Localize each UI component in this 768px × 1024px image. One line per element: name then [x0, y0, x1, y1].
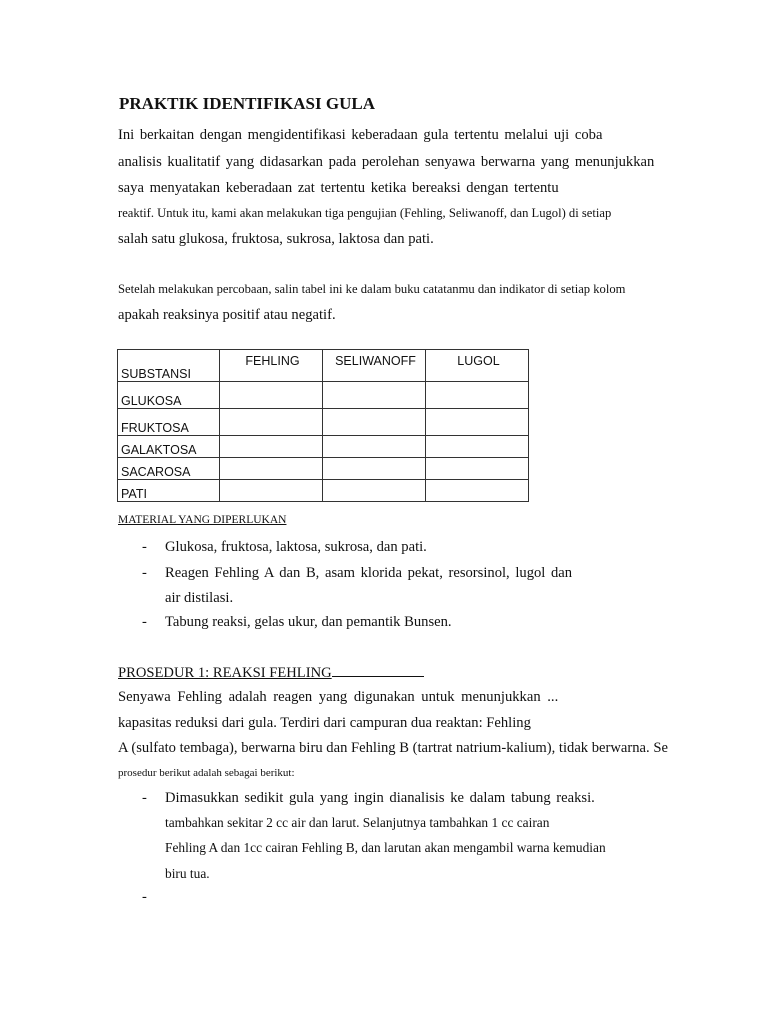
table-cell — [426, 436, 529, 458]
page-title: PRAKTIK IDENTIFIKASI GULA — [119, 94, 375, 113]
bullet-dash: - — [142, 889, 147, 905]
header-seliwanoff: SELIWANOFF — [323, 350, 426, 382]
instruction-line-2: apakah reaksinya positif atau negatif. — [118, 307, 336, 323]
table-cell — [220, 480, 323, 502]
material-item-3: Tabung reaksi, gelas ukur, dan pemantik Bunsen. — [165, 614, 452, 630]
row-label: FRUKTOSA — [118, 409, 220, 436]
table-cell — [426, 480, 529, 502]
row-label: PATI — [118, 480, 220, 502]
procedure-1-line-3: A (sulfato tembaga), berwarna biru dan Fehling B (tartrat natrium-kalium), tidak berwarna. Se — [118, 740, 668, 756]
table-header-row — [118, 350, 529, 382]
table-row — [118, 436, 529, 458]
procedure-1-line-4: prosedur berikut adalah sebagai berikut: — [118, 767, 295, 779]
table-cell — [426, 458, 529, 480]
table-row — [118, 480, 529, 502]
intro-line-1: Ini berkaitan dengan mengidentifikasi keberadaan gula tertentu melalui uji coba — [118, 127, 603, 143]
bullet-dash: - — [142, 614, 147, 630]
table-cell — [323, 409, 426, 436]
procedure-1-line-1: Senyawa Fehling adalah reagen yang digunakan untuk menunjukkan ... — [118, 689, 559, 705]
table-cell — [426, 382, 529, 409]
material-item-2: Reagen Fehling A dan B, asam klorida pekat, resorsinol, lugol dan — [165, 565, 573, 581]
header-substansi: SUBSTANSI — [118, 350, 220, 382]
procedure-1-heading — [118, 664, 424, 682]
row-label: GLUKOSA — [118, 382, 220, 409]
procedure-1-step-1: Dimasukkan sedikit gula yang ingin dianalisis ke dalam tabung reaksi. — [165, 790, 595, 806]
results-table — [117, 349, 529, 502]
procedure-1-step-1-line-4: biru tua. — [165, 866, 210, 881]
intro-line-3: saya menyatakan keberadaan zat tertentu ketika bereaksi dengan tertentu — [118, 180, 559, 196]
procedure-1-line-2: kapasitas reduksi dari gula. Terdiri dari campuran dua reaktan: Fehling — [118, 715, 531, 731]
table-cell — [323, 436, 426, 458]
table-cell — [426, 409, 529, 436]
table-row — [118, 382, 529, 409]
instruction-line-1: Setelah melakukan percobaan, salin tabel ini ke dalam buku catatanmu dan indikator di setiap kolom — [118, 282, 626, 296]
material-item-2-cont: air distilasi. — [165, 590, 234, 606]
intro-line-5: salah satu glukosa, fruktosa, sukrosa, laktosa dan pati. — [118, 231, 434, 247]
materials-heading: MATERIAL YANG DIPERLUKAN — [118, 514, 287, 526]
table-row — [118, 458, 529, 480]
table-cell — [220, 458, 323, 480]
procedure-1-step-1-line-3: Fehling A dan 1cc cairan Fehling B, dan larutan akan mengambil warna kemudian — [165, 840, 606, 855]
material-item-1: Glukosa, fruktosa, laktosa, sukrosa, dan pati. — [165, 539, 427, 555]
row-label: GALAKTOSA — [118, 436, 220, 458]
procedure-1-heading-text: PROSEDUR 1: REAKSI FEHLING — [118, 665, 332, 681]
procedure-1-step-1-line-2: tambahkan sekitar 2 cc air dan larut. Selanjutnya tambahkan 1 cc cairan — [165, 815, 550, 830]
table-cell — [323, 458, 426, 480]
header-fehling: FEHLING — [220, 350, 323, 382]
table-cell — [220, 436, 323, 458]
header-lugol: LUGOL — [426, 350, 529, 382]
table-cell — [220, 382, 323, 409]
table-cell — [323, 382, 426, 409]
table-cell — [323, 480, 426, 502]
bullet-dash: - — [142, 565, 147, 581]
row-label: SACAROSA — [118, 458, 220, 480]
table-cell — [220, 409, 323, 436]
intro-line-4: reaktif. Untuk itu, kami akan melakukan tiga pengujian (Fehling, Seliwanoff, dan Lugol) di setiap — [118, 206, 612, 220]
bullet-dash: - — [142, 539, 147, 555]
bullet-dash: - — [142, 790, 147, 806]
table-row — [118, 409, 529, 436]
intro-line-2: analisis kualitatif yang didasarkan pada perolehan senyawa berwarna yang menunjukkan — [118, 154, 655, 170]
heading-underline-extension — [332, 664, 424, 677]
